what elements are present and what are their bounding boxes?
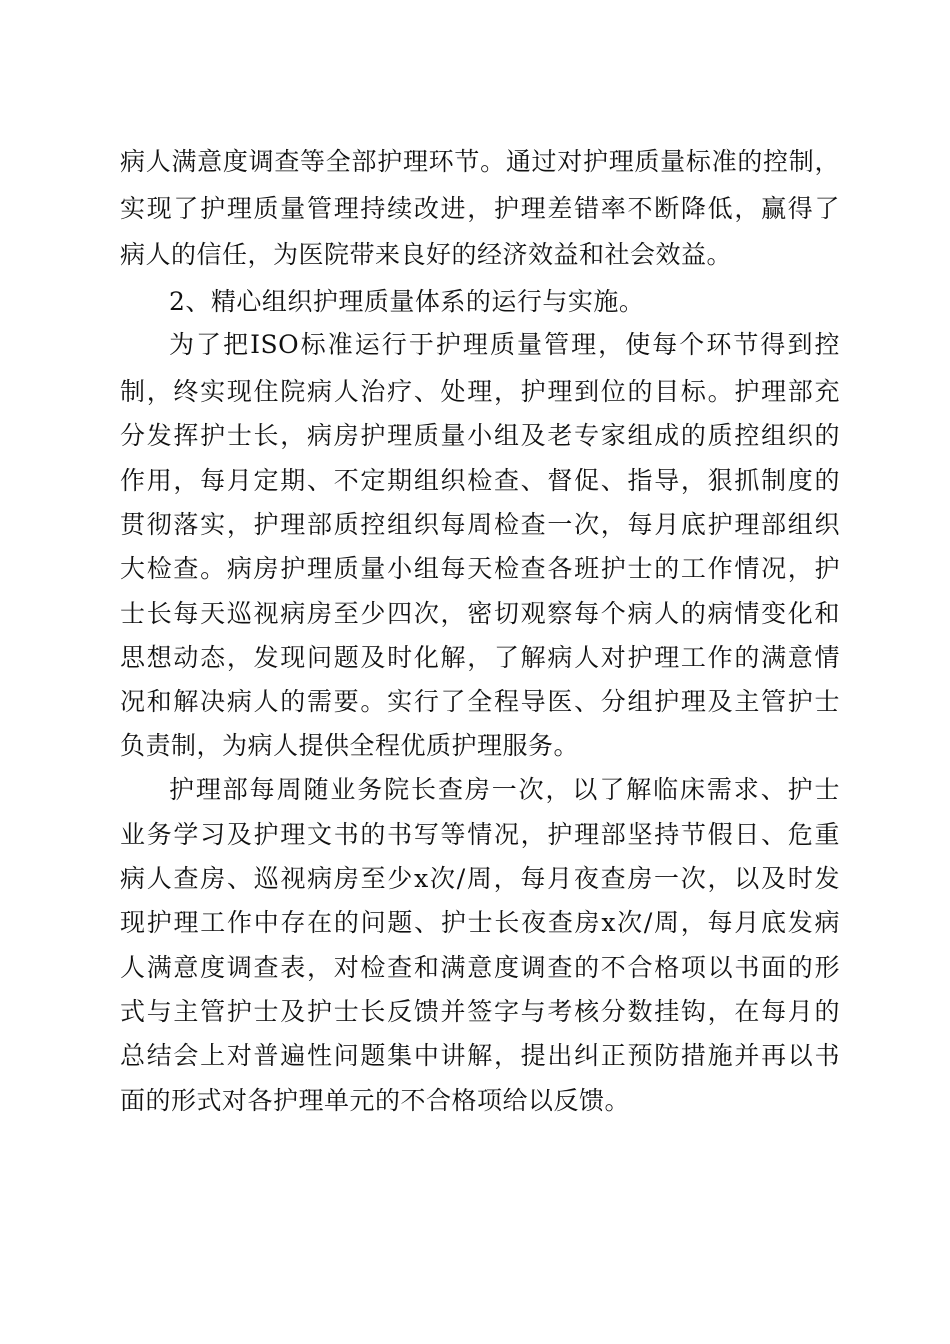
p3-line-10: 负责制，为病人提供全程优质护理服务。	[120, 731, 580, 760]
p4-line-8: 面的形式对各护理单元的不合格项给以反馈。	[120, 1086, 631, 1115]
p3-line-9: 况和解决病人的需要。实行了全程导医、分组护理及主管护士	[120, 687, 840, 716]
p3-line-8: 思想动态，发现问题及时化解，了解病人对护理工作的满意情	[120, 643, 840, 672]
p3-line-7: 士长每天巡视病房至少四次，密切观察每个病人的病情变化和	[120, 599, 840, 628]
p3-line-4: 作用，每月定期、不定期组织检查、督促、指导，狠抓制度的	[120, 466, 840, 495]
p2-heading-line: 2、精心组织护理质量体系的运行与实施。	[169, 287, 645, 316]
p4-line-4: 现护理工作中存在的问题、护士长夜查房x次/周，每月底发病	[120, 908, 840, 937]
p1-line-3: 病人的信任，为医院带来良好的经济效益和社会效益。	[120, 240, 733, 269]
p4-line-1: 护理部每周随业务院长查房一次，以了解临床需求、护士	[169, 775, 840, 804]
p3-line-3: 分发挥护士长，病房护理质量小组及老专家组成的质控组织的	[120, 421, 840, 450]
p1-line-1: 病人满意度调查等全部护理环节。通过对护理质量标准的控制，	[120, 147, 840, 176]
p4-line-6: 式与主管护士及护士长反馈并签字与考核分数挂钩，在每月的	[120, 997, 840, 1026]
p4-line-7: 总结会上对普遍性问题集中讲解，提出纠正预防措施并再以书	[120, 1041, 840, 1070]
p3-line-5: 贯彻落实，护理部质控组织每周检查一次，每月底护理部组织	[120, 510, 840, 539]
p4-line-3: 病人查房、巡视病房至少x次/周，每月夜查房一次，以及时发	[120, 864, 840, 893]
p3-line-6: 大检查。病房护理质量小组每天检查各班护士的工作情况，护	[120, 554, 840, 583]
p4-line-2: 业务学习及护理文书的书写等情况，护理部坚持节假日、危重	[120, 820, 840, 849]
p3-line-2: 制，终实现住院病人治疗、处理，护理到位的目标。护理部充	[120, 377, 840, 406]
p3-line-1: 为了把ISO标准运行于护理质量管理，使每个环节得到控	[169, 330, 840, 359]
p4-line-5: 人满意度调查表，对检查和满意度调查的不合格项以书面的形	[120, 953, 840, 982]
p1-line-2: 实现了护理质量管理持续改进，护理差错率不断降低，赢得了	[120, 194, 840, 223]
